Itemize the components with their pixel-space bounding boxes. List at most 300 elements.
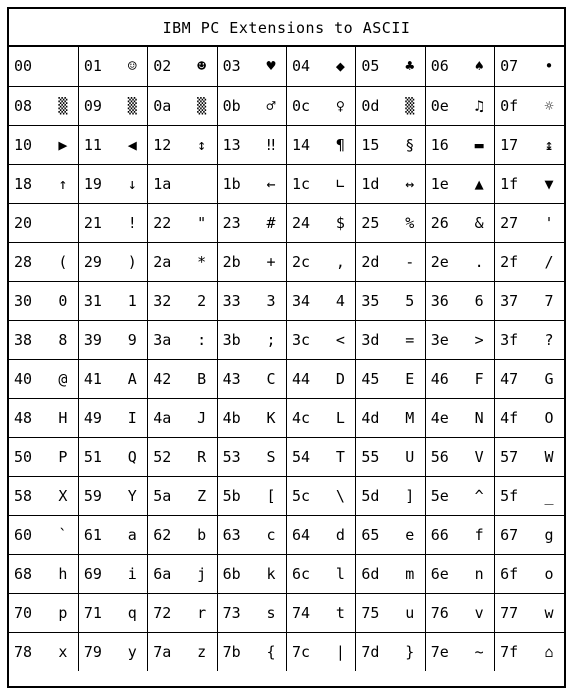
- table-row: [9, 359, 564, 398]
- hex-code: 74: [292, 603, 311, 622]
- character-cell: [356, 554, 425, 593]
- character-cell-content: [79, 633, 147, 671]
- character-glyph: o: [544, 564, 554, 583]
- character-cell-content: [495, 321, 564, 359]
- character-glyph: ": [197, 213, 207, 232]
- character-cell: [425, 554, 494, 593]
- character-cell-content: [9, 438, 78, 476]
- character-cell: [495, 515, 564, 554]
- hex-code: 61: [83, 525, 102, 544]
- character-cell: [217, 437, 286, 476]
- character-glyph: •: [544, 57, 554, 76]
- character-cell: [9, 437, 78, 476]
- hex-code: 72: [153, 603, 172, 622]
- character-glyph: ▒: [127, 96, 137, 115]
- character-cell-content: [495, 633, 564, 671]
- character-glyph: U: [405, 447, 415, 466]
- character-glyph: E: [405, 369, 415, 388]
- character-glyph: {: [266, 642, 276, 661]
- character-cell: [148, 398, 217, 437]
- character-cell-content: [287, 47, 355, 85]
- character-cell-content: [148, 633, 216, 671]
- character-glyph: ☺: [127, 57, 137, 76]
- hex-code: 44: [292, 369, 311, 388]
- character-cell: [287, 203, 356, 242]
- character-cell-content: [79, 438, 147, 476]
- hex-code: 53: [222, 447, 241, 466]
- character-cell-content: [218, 438, 286, 476]
- hex-code: 5f: [500, 486, 519, 505]
- character-glyph: ^: [474, 486, 484, 505]
- hex-code: 4f: [500, 408, 519, 427]
- hex-code: 49: [83, 408, 102, 427]
- character-cell-content: [79, 516, 147, 554]
- character-cell-content: [218, 477, 286, 515]
- hex-code: 60: [14, 525, 33, 544]
- character-cell-content: [356, 438, 424, 476]
- character-glyph: ☼: [544, 96, 554, 115]
- character-glyph: ↑: [58, 174, 68, 193]
- character-cell: [425, 398, 494, 437]
- character-cell-content: [148, 165, 216, 203]
- character-cell: [495, 359, 564, 398]
- character-cell-content: [218, 633, 286, 671]
- character-glyph: t: [335, 603, 345, 622]
- character-cell: [148, 320, 217, 359]
- hex-code: 58: [14, 486, 33, 505]
- character-cell: [495, 632, 564, 671]
- character-cell-content: [495, 204, 564, 242]
- character-cell-content: [426, 477, 494, 515]
- character-cell-content: [218, 594, 286, 632]
- character-cell: [356, 47, 425, 86]
- character-cell: [217, 203, 286, 242]
- hex-code: 0a: [153, 96, 172, 115]
- character-cell: [287, 242, 356, 281]
- table-row: [9, 398, 564, 437]
- character-cell: [287, 476, 356, 515]
- character-cell: [495, 320, 564, 359]
- character-cell-content: [9, 516, 78, 554]
- character-glyph: w: [544, 603, 554, 622]
- hex-code: 7f: [500, 642, 519, 661]
- character-cell: [495, 554, 564, 593]
- hex-code: 46: [430, 369, 449, 388]
- hex-code: 68: [14, 564, 33, 583]
- character-glyph: S: [266, 447, 276, 466]
- character-cell: [9, 515, 78, 554]
- character-glyph: ♥: [266, 57, 276, 76]
- hex-code: 75: [361, 603, 380, 622]
- character-glyph: F: [474, 369, 484, 388]
- hex-code: 4d: [361, 408, 380, 427]
- character-glyph: O: [544, 408, 554, 427]
- character-cell-content: [9, 321, 78, 359]
- character-cell: [78, 242, 147, 281]
- character-cell-content: [79, 399, 147, 437]
- character-glyph: k: [266, 564, 276, 583]
- character-cell-content: [9, 204, 78, 242]
- character-cell-content: [287, 87, 355, 125]
- hex-code: 7d: [361, 642, 380, 661]
- character-glyph: I: [127, 408, 137, 427]
- character-cell-content: [148, 204, 216, 242]
- table-row: [9, 86, 564, 125]
- character-glyph: ▒: [58, 96, 68, 115]
- character-cell-content: [148, 360, 216, 398]
- hex-code: 08: [14, 96, 33, 115]
- character-cell: [9, 320, 78, 359]
- character-cell: [217, 398, 286, 437]
- character-glyph: P: [58, 447, 68, 466]
- character-glyph: B: [197, 369, 207, 388]
- hex-code: 2a: [153, 252, 172, 271]
- table-row: [9, 437, 564, 476]
- hex-code: 1d: [361, 174, 380, 193]
- hex-code: 63: [222, 525, 241, 544]
- character-glyph: ♠: [474, 57, 484, 76]
- character-cell: [356, 125, 425, 164]
- character-glyph: .: [474, 252, 484, 271]
- character-cell-content: [218, 204, 286, 242]
- character-cell-content: [79, 165, 147, 203]
- character-cell-content: [426, 555, 494, 593]
- character-cell-content: [148, 399, 216, 437]
- hex-code: 5d: [361, 486, 380, 505]
- character-cell: [9, 398, 78, 437]
- character-cell-content: [148, 243, 216, 281]
- character-cell: [9, 554, 78, 593]
- character-cell-content: [356, 282, 424, 320]
- character-glyph: ]: [405, 486, 415, 505]
- character-cell: [9, 632, 78, 671]
- character-cell-content: [79, 204, 147, 242]
- character-glyph: ▶: [58, 135, 68, 154]
- character-cell: [9, 359, 78, 398]
- character-cell: [356, 476, 425, 515]
- character-cell-content: [356, 87, 424, 125]
- character-cell-content: [148, 47, 216, 85]
- character-cell-content: [495, 438, 564, 476]
- hex-code: 0e: [430, 96, 449, 115]
- character-cell: [356, 632, 425, 671]
- character-cell: [356, 398, 425, 437]
- character-glyph: W: [544, 447, 554, 466]
- character-cell-content: [79, 243, 147, 281]
- character-cell-content: [426, 594, 494, 632]
- character-glyph: M: [405, 408, 415, 427]
- table-row: [9, 203, 564, 242]
- character-cell: [217, 125, 286, 164]
- hex-code: 2f: [500, 252, 519, 271]
- hex-code: 4a: [153, 408, 172, 427]
- character-cell: [425, 164, 494, 203]
- character-glyph: Y: [127, 486, 137, 505]
- hex-code: 62: [153, 525, 172, 544]
- character-cell: [148, 515, 217, 554]
- character-cell-content: [426, 126, 494, 164]
- character-cell: [287, 593, 356, 632]
- hex-code: 65: [361, 525, 380, 544]
- character-cell: [217, 515, 286, 554]
- character-glyph: ': [544, 213, 554, 232]
- character-cell-content: [287, 282, 355, 320]
- character-cell: [78, 398, 147, 437]
- character-cell: [425, 515, 494, 554]
- character-cell-content: [356, 204, 424, 242]
- character-glyph: ?: [544, 330, 554, 349]
- character-glyph: d: [335, 525, 345, 544]
- character-cell: [425, 437, 494, 476]
- character-glyph: v: [474, 603, 484, 622]
- table-row: [9, 320, 564, 359]
- character-cell: [356, 320, 425, 359]
- character-glyph: m: [405, 564, 415, 583]
- character-glyph: g: [544, 525, 554, 544]
- character-glyph: ): [127, 252, 137, 271]
- character-cell-content: [9, 633, 78, 671]
- character-cell: [495, 125, 564, 164]
- hex-code: 70: [14, 603, 33, 622]
- hex-code: 1b: [222, 174, 241, 193]
- character-cell: [495, 86, 564, 125]
- character-glyph: b: [197, 525, 207, 544]
- hex-code: 3d: [361, 330, 380, 349]
- character-cell-content: [287, 555, 355, 593]
- character-glyph: y: [127, 642, 137, 661]
- hex-code: 59: [83, 486, 102, 505]
- character-glyph: ☻: [197, 57, 207, 76]
- character-cell-content: [426, 399, 494, 437]
- character-glyph: #: [266, 213, 276, 232]
- character-cell: [78, 437, 147, 476]
- character-cell: [287, 437, 356, 476]
- character-glyph: @: [58, 369, 68, 388]
- character-cell: [356, 86, 425, 125]
- character-cell: [9, 86, 78, 125]
- character-cell: [217, 281, 286, 320]
- character-cell-content: [495, 87, 564, 125]
- character-glyph: \: [335, 486, 345, 505]
- character-glyph: &: [474, 213, 484, 232]
- hex-code: 43: [222, 369, 241, 388]
- character-cell-content: [148, 87, 216, 125]
- character-glyph: 9: [127, 330, 137, 349]
- character-cell: [78, 359, 147, 398]
- hex-code: 6b: [222, 564, 241, 583]
- character-cell-content: [356, 360, 424, 398]
- character-cell: [287, 281, 356, 320]
- character-cell-content: [356, 633, 424, 671]
- hex-code: 47: [500, 369, 519, 388]
- character-cell: [217, 320, 286, 359]
- character-glyph: 2: [197, 291, 207, 310]
- hex-code: 01: [83, 57, 102, 76]
- character-glyph: V: [474, 447, 484, 466]
- character-cell: [148, 476, 217, 515]
- character-cell-content: [426, 282, 494, 320]
- character-cell-content: [495, 243, 564, 281]
- character-cell-content: [356, 321, 424, 359]
- character-glyph: D: [335, 369, 345, 388]
- character-cell: [287, 86, 356, 125]
- character-cell-content: [426, 633, 494, 671]
- character-cell-content: [287, 321, 355, 359]
- character-cell-content: [426, 360, 494, 398]
- character-glyph: <: [335, 330, 345, 349]
- character-cell: [425, 125, 494, 164]
- hex-code: 4c: [292, 408, 311, 427]
- hex-code: 66: [430, 525, 449, 544]
- character-cell-content: [287, 438, 355, 476]
- character-cell-content: [426, 204, 494, 242]
- character-cell-content: [218, 282, 286, 320]
- character-cell-content: [426, 87, 494, 125]
- character-glyph: :: [197, 330, 207, 349]
- hex-code: 1a: [153, 174, 172, 193]
- character-cell-content: [287, 594, 355, 632]
- character-cell-content: [218, 399, 286, 437]
- character-glyph: u: [405, 603, 415, 622]
- hex-code: 3a: [153, 330, 172, 349]
- character-glyph: -: [405, 252, 415, 271]
- hex-code: 71: [83, 603, 102, 622]
- character-cell: [287, 164, 356, 203]
- character-cell: [356, 281, 425, 320]
- character-cell: [495, 593, 564, 632]
- character-glyph: Q: [127, 447, 137, 466]
- hex-code: 3e: [430, 330, 449, 349]
- character-glyph: e: [405, 525, 415, 544]
- character-cell-content: [9, 47, 78, 85]
- character-cell: [78, 515, 147, 554]
- character-cell: [287, 47, 356, 86]
- character-cell-content: [9, 477, 78, 515]
- character-glyph: /: [544, 252, 554, 271]
- character-glyph: ◀: [127, 135, 137, 154]
- character-cell: [78, 281, 147, 320]
- character-cell-content: [218, 126, 286, 164]
- character-glyph: L: [335, 408, 345, 427]
- character-glyph: [: [266, 486, 276, 505]
- character-cell: [356, 593, 425, 632]
- hex-code: 06: [430, 57, 449, 76]
- hex-code: 7a: [153, 642, 172, 661]
- character-cell-content: [495, 594, 564, 632]
- hex-code: 1e: [430, 174, 449, 193]
- character-glyph: ↨: [544, 135, 554, 154]
- hex-code: 64: [292, 525, 311, 544]
- character-cell-content: [79, 87, 147, 125]
- character-glyph: z: [197, 642, 207, 661]
- ascii-table-sheet: [7, 7, 566, 688]
- hex-code: 73: [222, 603, 241, 622]
- hex-code: 07: [500, 57, 519, 76]
- character-cell-content: [287, 243, 355, 281]
- character-glyph: T: [335, 447, 345, 466]
- hex-code: 05: [361, 57, 380, 76]
- character-glyph: ;: [266, 330, 276, 349]
- table-row: [9, 242, 564, 281]
- character-glyph: ▬: [474, 135, 484, 154]
- character-cell-content: [79, 321, 147, 359]
- character-cell: [217, 593, 286, 632]
- character-cell-content: [218, 555, 286, 593]
- hex-code: 30: [14, 291, 33, 310]
- character-cell: [148, 47, 217, 86]
- character-glyph: 1: [127, 291, 137, 310]
- character-cell: [217, 359, 286, 398]
- hex-code: 1c: [292, 174, 311, 193]
- hex-code: 6a: [153, 564, 172, 583]
- character-cell: [9, 125, 78, 164]
- character-glyph: |: [335, 642, 345, 661]
- hex-code: 69: [83, 564, 102, 583]
- character-glyph: ♫: [474, 96, 484, 115]
- character-cell-content: [79, 555, 147, 593]
- hex-code: 5b: [222, 486, 241, 505]
- character-cell: [9, 203, 78, 242]
- character-cell: [287, 398, 356, 437]
- character-cell-content: [356, 399, 424, 437]
- character-cell-content: [148, 516, 216, 554]
- character-cell: [78, 554, 147, 593]
- character-glyph: ←: [266, 174, 276, 193]
- character-cell: [356, 437, 425, 476]
- character-cell: [425, 203, 494, 242]
- character-cell-content: [287, 516, 355, 554]
- character-glyph: ▼: [544, 174, 554, 193]
- table-row: [9, 47, 564, 86]
- character-glyph: f: [474, 525, 484, 544]
- hex-code: 6d: [361, 564, 380, 583]
- character-glyph: §: [405, 135, 415, 154]
- hex-code: 77: [500, 603, 519, 622]
- character-cell-content: [79, 47, 147, 85]
- character-cell: [356, 203, 425, 242]
- character-cell: [9, 281, 78, 320]
- character-cell: [356, 164, 425, 203]
- character-glyph: _: [544, 486, 554, 505]
- character-cell: [78, 125, 147, 164]
- character-glyph: ⌂: [544, 642, 554, 661]
- character-cell-content: [495, 282, 564, 320]
- character-cell: [78, 86, 147, 125]
- character-cell: [78, 632, 147, 671]
- hex-code: 42: [153, 369, 172, 388]
- character-cell: [287, 320, 356, 359]
- character-glyph: K: [266, 408, 276, 427]
- character-cell: [78, 47, 147, 86]
- hex-code: 00: [14, 57, 33, 76]
- character-glyph: G: [544, 369, 554, 388]
- character-glyph: (: [58, 252, 68, 271]
- hex-code: 13: [222, 135, 241, 154]
- hex-code: 02: [153, 57, 172, 76]
- character-cell: [78, 593, 147, 632]
- character-glyph: ~: [474, 642, 484, 661]
- character-cell-content: [356, 47, 424, 85]
- character-cell: [425, 359, 494, 398]
- hex-code: 14: [292, 135, 311, 154]
- character-cell: [425, 476, 494, 515]
- character-glyph: x: [58, 642, 68, 661]
- character-cell-content: [426, 321, 494, 359]
- character-cell: [148, 359, 217, 398]
- character-cell: [9, 47, 78, 86]
- character-cell-content: [356, 243, 424, 281]
- hex-code: 28: [14, 252, 33, 271]
